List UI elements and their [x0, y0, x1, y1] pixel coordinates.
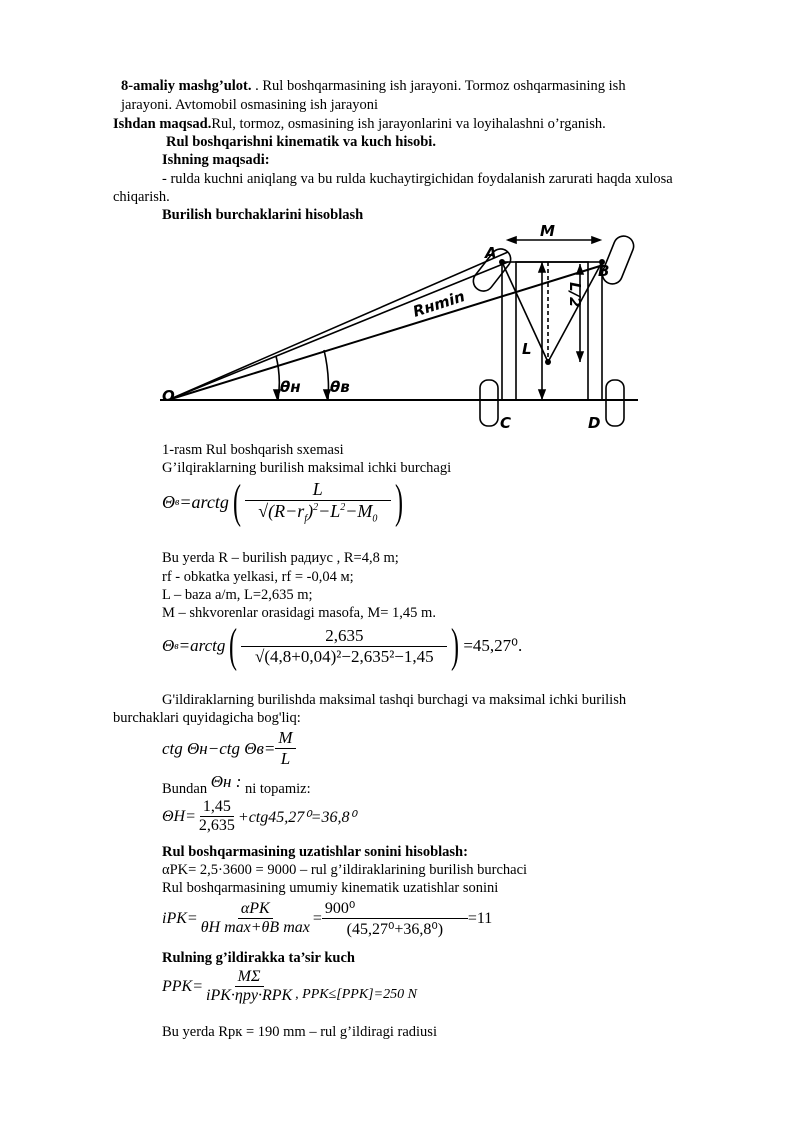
force-title: Rulning g’ildirakka ta’sir kuch: [162, 950, 355, 966]
label-m: M: [540, 222, 555, 240]
angles-title: Burilish burchaklarini hisoblash: [162, 207, 364, 223]
label-theta-n: θн: [280, 378, 301, 396]
figure-caption: 1-rasm Rul boshqarish sxemasi: [162, 442, 344, 458]
label-b: B: [598, 262, 610, 280]
where-rpk: Bu yerda Rрк = 190 mm – rul g’ildiragi radiusi: [162, 1024, 437, 1040]
label-a: A: [485, 244, 497, 262]
lab-topic-2: jarayoni. Avtomobil osmasining ish jarayoni: [121, 97, 379, 113]
formula-theta-v-value: Θ в =arctg ( $\frac{2,635}{\text{√(4,8+0,04)²−2,635²−1,45}}$ ) =45,27⁰.: [162, 619, 523, 672]
lab-title-line: [121, 78, 626, 95]
ratio-line: Rul boshqarmasining umumiy kinematik uzatishlar sonini: [162, 880, 499, 896]
where-m: M – shkvorenlar orasidagi masofa, M= 1,45 m.: [162, 605, 436, 621]
label-o: O: [162, 387, 175, 405]
max-inner-angle-text: G’ilqiraklarning burilish maksimal ichki burchagi: [162, 460, 452, 476]
car-frame: [502, 262, 602, 400]
where-rf: rf - obkatka yelkasi, rf = -0,04 м;: [162, 569, 354, 585]
formula-ctg-relation: ctg Θн−ctg Θв= $\frac{M}{L}$: [162, 728, 296, 769]
purpose-label: Ishning maqsadi:: [162, 152, 270, 168]
alpha-line: αPK= 2,5·3600 = 9000 – rul g’ildiraklarining burilish burchaci: [162, 862, 528, 878]
wheel-rear-right: [606, 380, 624, 426]
wheel-rear-left: [480, 380, 498, 426]
formula-ratio: iPK= $\frac{\text{αPK}}{\text{θH max+θB max}}$ = $\frac{\text{900⁰}}{\text{(45,27⁰+36,8⁰)}}$ =11: [162, 900, 493, 938]
lab-topic-1: . Rul boshqarmasining ish jarayoni. Tormoz oshqarmasining ish: [251, 78, 626, 94]
label-l2: L/2: [566, 282, 584, 308]
purpose-line-2: chiqarish.: [113, 189, 170, 205]
label-l: L: [522, 340, 532, 358]
goal-text: Rul, tormoz, osmasining ish jarayonlarini va loyihalashni o’rganish.: [211, 116, 606, 132]
label-rnmin: Rнmin: [410, 287, 467, 321]
formula-force: PPK= $\frac{M\Sigma}{\text{iPK·ηpy·RPK}}$ , PPK≤[PPK]=250 N: [162, 968, 417, 1004]
where-r: Bu yerda R – burilish радиус , R=4,8 m;: [162, 550, 399, 566]
label-d: D: [588, 414, 601, 432]
section-title: Rul boshqarishni kinematik va kuch hisobi.: [166, 134, 436, 150]
bundan-line: Bundan Θн : ni topamiz:: [162, 772, 311, 797]
label-c: C: [500, 414, 512, 432]
steering-diagram: [160, 222, 650, 442]
label-theta-v: θв: [330, 378, 350, 396]
relation-text-2: burchaklari quyidagicha bog'liq:: [113, 710, 301, 726]
lab-title: 8-amaliy mashg’ulot.: [121, 78, 252, 94]
formula-theta-v: Θ в =arctg ( $\frac{L}{√(R-r_f)^2-L^2-M_0}$ ): [162, 475, 403, 528]
where-l: L – baza a/m, L=2,635 m;: [162, 587, 313, 603]
purpose-line-1: - rulda kuchni aniqlang va bu rulda kuchaytirgichidan foydalanish zarurati haqda xulosa: [162, 171, 673, 187]
goal-line: [113, 116, 606, 133]
ratio-title: Rul boshqarmasining uzatishlar sonini hisoblash:: [162, 844, 468, 860]
formula-theta-n: ΘH= $\frac{1,45}{2,635}$ +ctg45,27⁰=36,8⁰: [162, 798, 356, 834]
goal-label: Ishdan maqsad.: [113, 116, 212, 132]
relation-text-1: G'ildiraklarning burilishda maksimal tashqi burchagi va maksimal ichki burilish: [162, 692, 627, 708]
